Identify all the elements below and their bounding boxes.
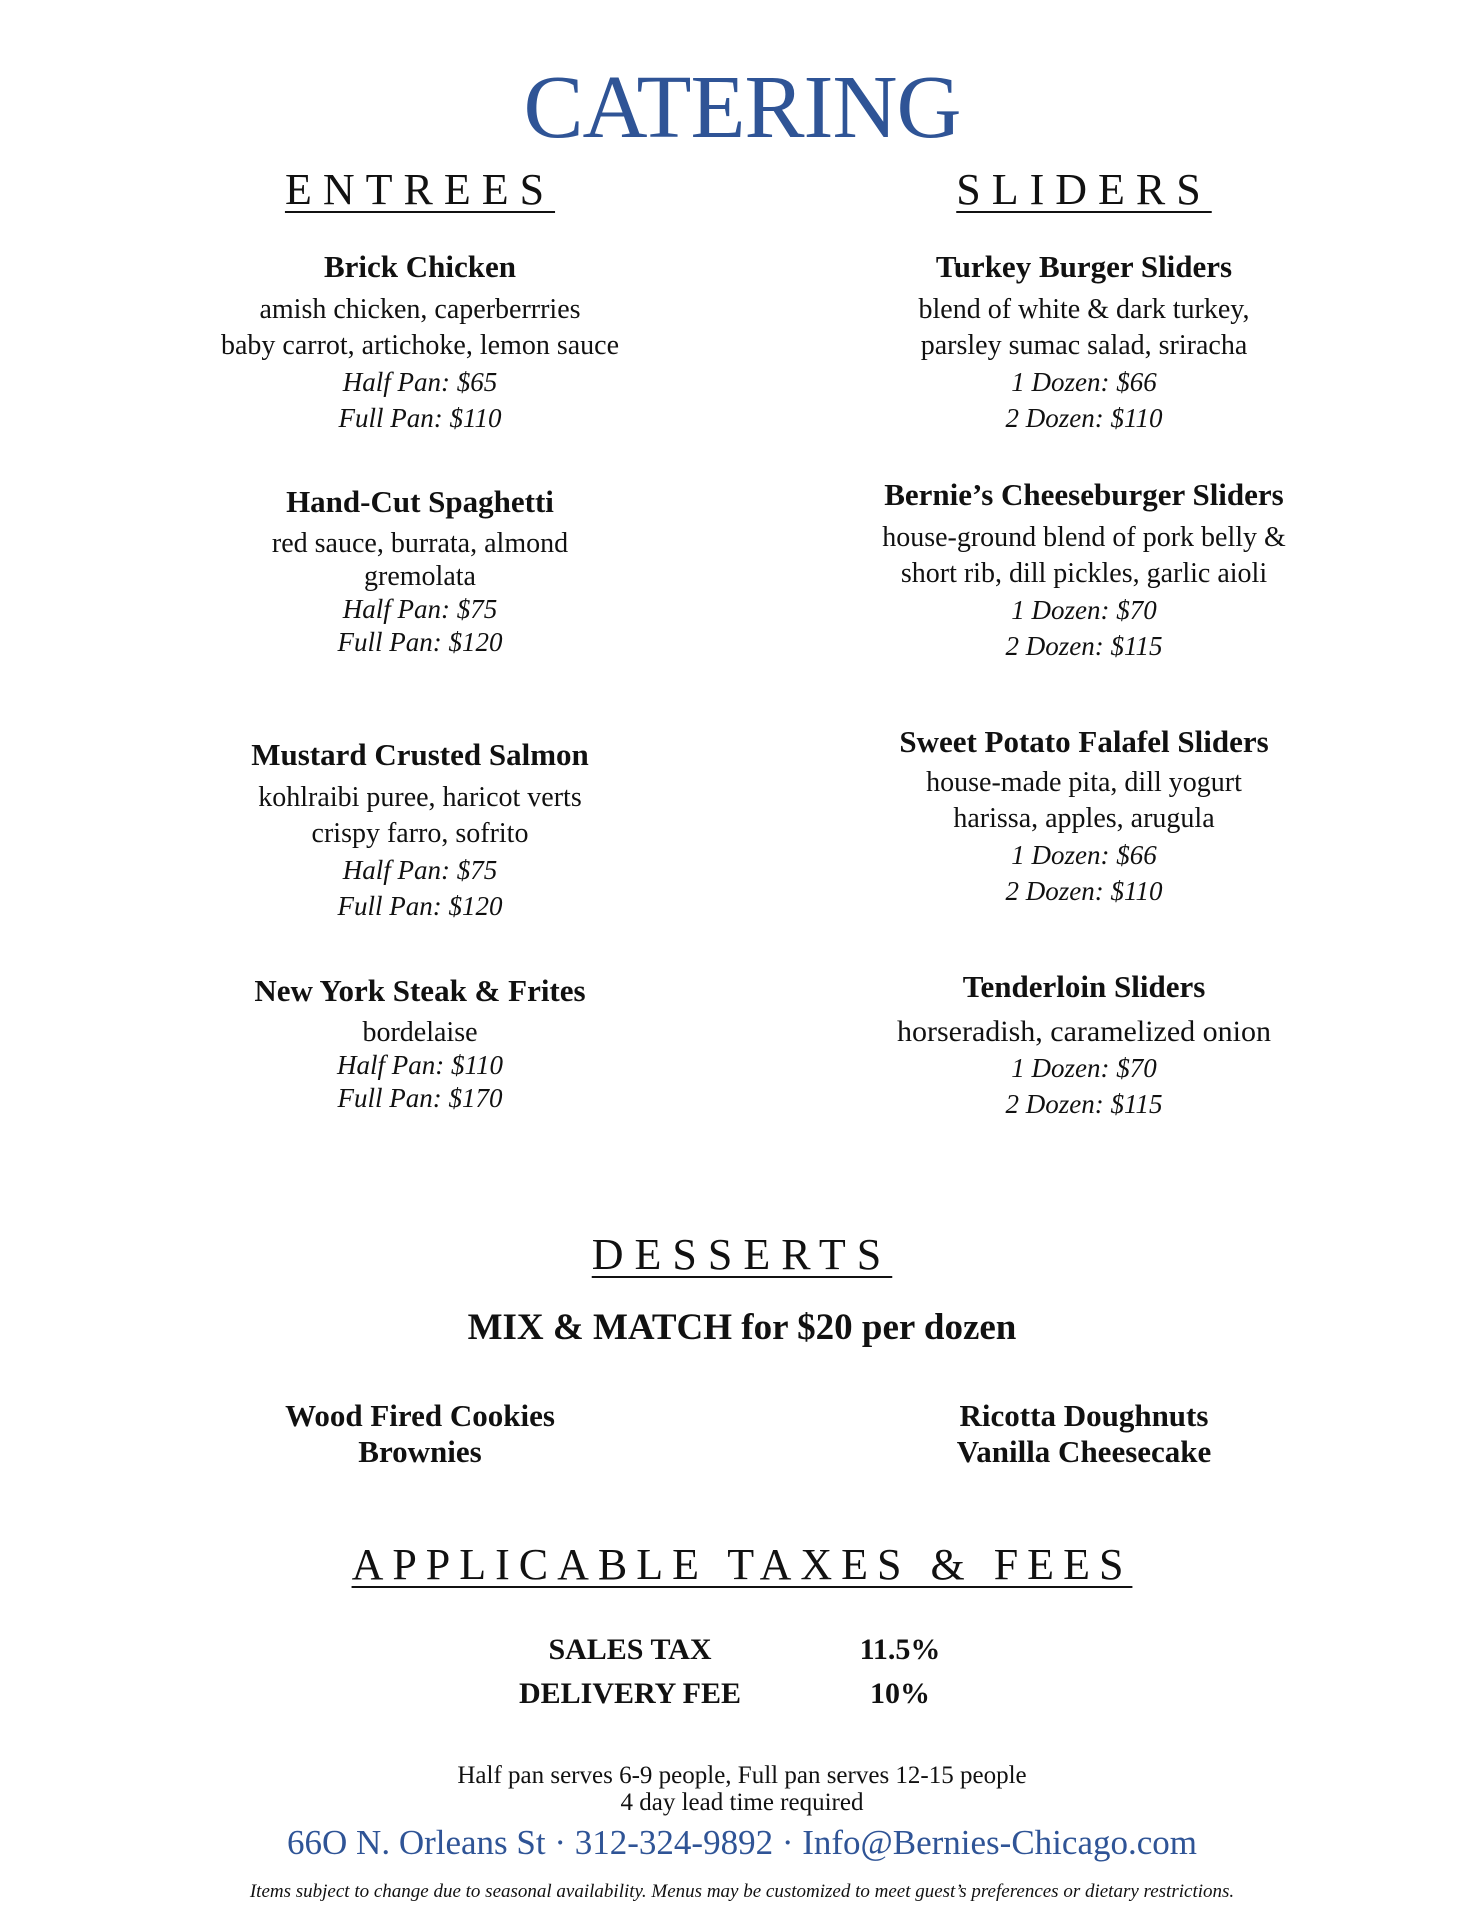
item-desc: parsley sumac salad, sriracha (920, 330, 1248, 361)
item-desc: gremolata (364, 561, 476, 592)
item-price: 1 Dozen: $70 (1011, 595, 1157, 625)
desserts-heading: DESSERTS (591, 1230, 893, 1279)
item-name: Bernie’s Cheeseburger Sliders (884, 477, 1284, 512)
tax-row (480, 1672, 1040, 1716)
item-desc: house-made pita, dill yogurt (926, 767, 1242, 798)
item-name: Hand-Cut Spaghetti (286, 484, 554, 519)
item-desc: amish chicken, caperberrries (259, 294, 581, 325)
item-desc: baby carrot, artichoke, lemon sauce (220, 330, 620, 361)
item-desc: bordelaise (362, 1017, 478, 1048)
item-price: Full Pan: $120 (337, 891, 503, 921)
item-name: Sweet Potato Falafel Sliders (899, 724, 1269, 759)
item-desc: red sauce, burrata, almond (271, 528, 569, 559)
entree-mustard-crusted-salmon (120, 736, 720, 924)
item-price: Half Pan: $75 (342, 855, 498, 885)
tax-value: 10% (870, 1677, 930, 1710)
serving-note: Half pan serves 6-9 people, Full pan serves 12-15 people (457, 1762, 1027, 1789)
entrees-heading: ENTREES (284, 165, 556, 214)
item-price: 2 Dozen: $110 (1005, 403, 1163, 433)
item-price: Half Pan: $110 (337, 1050, 503, 1080)
tax-value: 11.5% (859, 1633, 941, 1666)
page-title: CATERING (523, 58, 961, 157)
contact-info: 66O N. Orleans St · 312-324-9892 · Info@Bernies-Chicago.com (287, 1823, 1197, 1862)
item-name: Tenderloin Sliders (962, 969, 1206, 1004)
item-price: 1 Dozen: $66 (1011, 840, 1157, 870)
item-price: 1 Dozen: $70 (1011, 1053, 1157, 1083)
item-desc: kohlraibi puree, haricot verts (258, 782, 582, 813)
item-name: Turkey Burger Sliders (935, 249, 1233, 284)
slider-cheeseburger (784, 476, 1384, 664)
disclaimer: Items subject to change due to seasonal availability. Menus may be customized to meet guest’s preferences or dietary restrictions. (249, 1881, 1235, 1902)
dessert-item: Brownies (358, 1434, 482, 1469)
slider-turkey-burger (784, 248, 1384, 436)
desserts-subheading: MIX & MATCH for $20 per dozen (467, 1307, 1017, 1348)
tax-label: DELIVERY FEE (518, 1677, 742, 1710)
item-price: 2 Dozen: $115 (1005, 1089, 1163, 1119)
item-name: Brick Chicken (323, 249, 517, 284)
dessert-item: Wood Fired Cookies (285, 1398, 555, 1433)
item-price: Full Pan: $120 (337, 627, 503, 657)
desserts-right-list (784, 1398, 1384, 1470)
item-desc: short rib, dill pickles, garlic aioli (900, 558, 1268, 589)
item-price: Half Pan: $75 (342, 594, 498, 624)
entree-new-york-steak (120, 972, 720, 1115)
item-price: 2 Dozen: $110 (1005, 876, 1163, 906)
item-price: 2 Dozen: $115 (1005, 631, 1163, 661)
item-name: New York Steak & Frites (254, 973, 586, 1008)
item-price: 1 Dozen: $66 (1011, 367, 1157, 397)
slider-sweet-potato-falafel (784, 723, 1384, 909)
item-desc: harissa, apples, arugula (953, 803, 1215, 834)
sliders-heading: SLIDERS (956, 165, 1212, 214)
taxes-heading: APPLICABLE TAXES & FEES (351, 1540, 1133, 1589)
item-price: Half Pan: $65 (342, 367, 498, 397)
tax-row (480, 1628, 1040, 1672)
dessert-item: Ricotta Doughnuts (959, 1398, 1209, 1433)
item-desc: crispy farro, sofrito (311, 818, 529, 849)
dessert-item: Vanilla Cheesecake (956, 1434, 1212, 1469)
item-price: Full Pan: $110 (338, 403, 502, 433)
tax-label: SALES TAX (548, 1633, 712, 1666)
slider-tenderloin (784, 968, 1384, 1122)
item-price: Full Pan: $170 (337, 1083, 503, 1113)
item-desc: house-ground blend of pork belly & (882, 522, 1286, 553)
entree-hand-cut-spaghetti (120, 483, 720, 659)
entree-brick-chicken (120, 248, 720, 436)
taxes-table (480, 1628, 1040, 1716)
item-desc: horseradish, caramelized onion (896, 1015, 1272, 1048)
lead-time-note: 4 day lead time required (620, 1789, 864, 1816)
item-name: Mustard Crusted Salmon (251, 737, 589, 772)
desserts-left-list (120, 1398, 720, 1470)
item-desc: blend of white & dark turkey, (918, 294, 1250, 325)
